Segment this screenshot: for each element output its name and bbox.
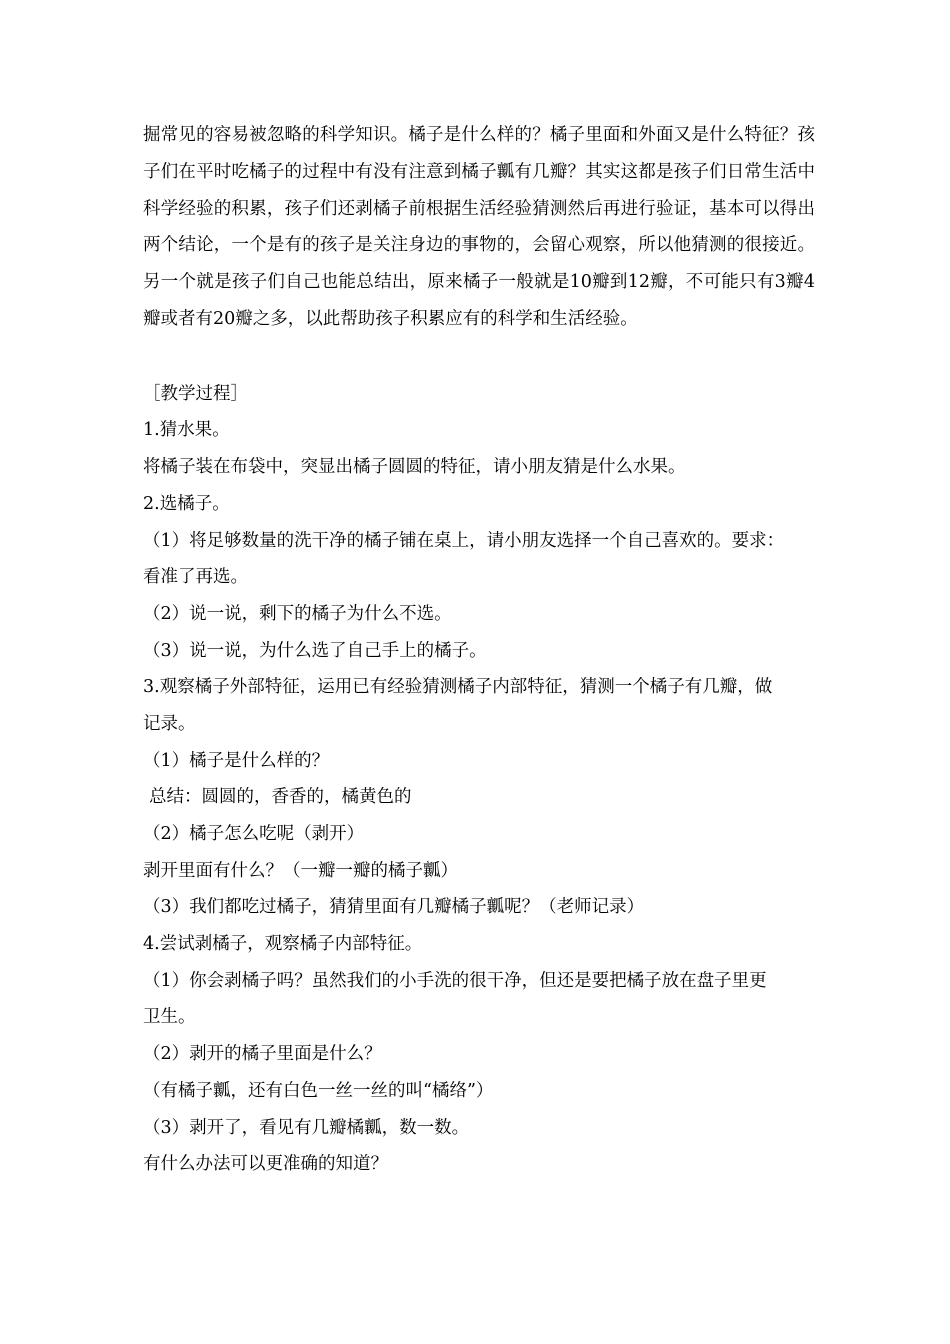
step-line: 总结：圆圆的，香香的，橘黄色的 — [149, 787, 412, 808]
step-line: （1）橘子是什么样的？ — [143, 750, 330, 771]
step-line: 2.选橘子。 — [143, 493, 230, 514]
step-line: 4.尝试剥橘子，观察橘子内部特征。 — [143, 934, 423, 955]
step-line: （2）说一说，剩下的橘子为什么不选。 — [143, 603, 452, 624]
step-line: 有什么办法可以更准确的知道？ — [143, 1154, 388, 1175]
step-line: （1）你会剥橘子吗？虽然我们的小手洗的很干净，但还是要把橘子放在盘子里更 — [143, 970, 767, 991]
step-line: （3）剥开了，看见有几瓣橘瓤，数一数。 — [143, 1117, 470, 1138]
step-line: 卫生。 — [143, 1007, 196, 1028]
step-line: （3）我们都吃过橘子，猜猜里面有几瓣橘子瓤呢？（老师记录） — [143, 897, 645, 918]
step-line: 将橘子装在布袋中，突显出橘子圆圆的特征，请小朋友猜是什么水果。 — [143, 457, 686, 478]
step-line: 剥开里面有什么？（一瓣一瓣的橘子瓤） — [143, 860, 458, 881]
step-line: （有橘子瓤，还有白色一丝一丝的叫“橘络”） — [143, 1080, 494, 1101]
step-line: 1.猜水果。 — [143, 420, 230, 441]
section-heading: ［教学过程］ — [143, 383, 248, 404]
step-line: （3）说一说，为什么选了自己手上的橘子。 — [143, 640, 487, 661]
steps-list — [143, 412, 815, 1182]
step-line: 看准了再选。 — [143, 567, 248, 588]
step-line: 记录。 — [143, 713, 196, 734]
step-line: （2）橘子怎么吃呢（剥开） — [143, 824, 365, 845]
step-line: 3.观察橘子外部特征，运用已有经验猜测橘子内部特征，猜测一个橘子有几瓣，做 — [143, 677, 773, 698]
step-line: （1）将足够数量的洗干净的橘子铺在桌上，请小朋友选择一个自己喜欢的。要求： — [143, 530, 785, 551]
step-line: （2）剥开的橘子里面是什么？ — [143, 1044, 382, 1065]
intro-paragraph: 掘常见的容易被忽略的科学知识。橘子是什么样的？橘子里面和外面又是什么特征？孩子们在平时吃橘子的过程中有没有注意到橘子瓤有几瓣？其实这都是孩子们日常生活中科学经验的积累，孩子们还剥橘子前根据生活经验猜测然后再进行验证，基本可以得出两个结论，一个是有的孩子是关注身边的事物的，会留心观察，所以他猜测的很接近。另一个就是孩子们自己也能总结出，原来橘子一般就是10瓣到12瓣，不可能只有3瓣4瓣或者有20瓣之多，以此帮助孩子积累应有的科学和生活经验。 — [143, 125, 815, 329]
document-body — [143, 117, 815, 1183]
